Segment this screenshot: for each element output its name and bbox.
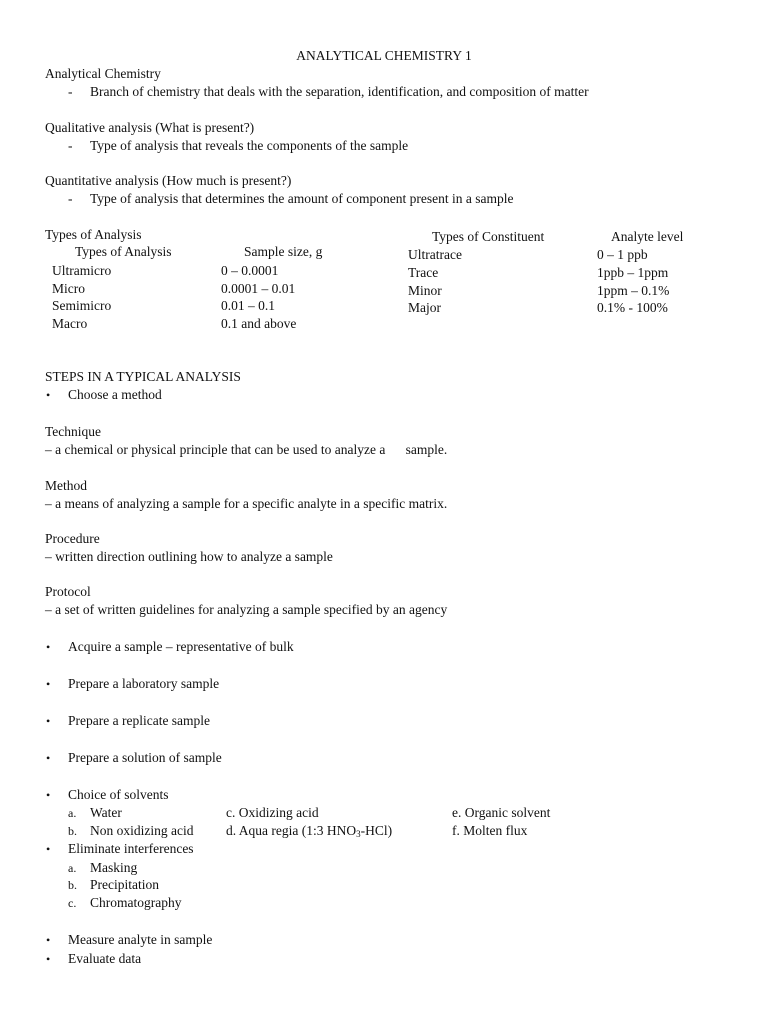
constituent-table-cell: 0 – 1 ppb [597,247,648,262]
term-protocol: Protocol [45,584,91,599]
analysis-table-cell: Micro [52,281,85,296]
dash-marker: - [68,84,73,99]
interference-chromatography: Chromatography [90,895,182,910]
constituent-table-header-type: Types of Constituent [432,229,545,244]
step-prepare-replicate: Prepare a replicate sample [68,713,211,728]
solvent-organic: e. Organic solvent [452,805,551,820]
solvent-oxidizing-acid: c. Oxidizing acid [226,805,319,820]
solvent-aqua-regia: d. Aqua regia (1:3 $HNO_3-HCl$) [226,823,393,839]
term-protocol-def: – a set of written guidelines for analyzing a sample specified by an agency [45,602,448,617]
interference-masking: Masking [90,860,138,875]
bullet-marker: • [46,788,51,802]
definition-heading-qualitative: Qualitative analysis (What is present?) [45,120,255,135]
solvent-label-a: a. [68,806,77,820]
steps-heading: STEPS IN A TYPICAL ANALYSIS [45,369,241,384]
bullet-marker: • [46,842,51,856]
solvent-label-b: b. [68,824,77,838]
analysis-table-header-size: Sample size, g [244,244,323,259]
definition-heading-quantitative: Quantitative analysis (How much is present?) [45,173,292,188]
constituent-table-cell: 0.1% - 100% [597,300,668,315]
constituent-table-cell: Minor [408,283,442,298]
bullet-marker: • [46,640,51,654]
constituent-table-cell: Ultratrace [408,247,462,262]
constituent-table-header-level: Analyte level [611,229,684,244]
bullet-marker: • [46,388,51,402]
page-title: ANALYTICAL CHEMISTRY 1 [296,48,472,63]
dash-marker: - [68,191,73,206]
analysis-table-cell: Macro [52,316,88,331]
bullet-marker: • [46,714,51,728]
term-technique: Technique [45,424,102,439]
step-eliminate-interferences: Eliminate interferences [68,841,194,856]
term-procedure: Procedure [45,531,100,546]
step-prepare-lab-sample: Prepare a laboratory sample [68,676,220,691]
analysis-table-cell: 0.1 and above [221,316,297,331]
constituent-table-cell: Major [408,300,441,315]
solvent-molten-flux: f. Molten flux [452,823,528,838]
definition-item-quantitative: Type of analysis that determines the amount of component present in a sample [90,191,514,206]
term-method-def: – a means of analyzing a sample for a specific analyte in a specific matrix. [45,496,448,511]
bullet-marker: • [46,933,51,947]
analysis-table-cell: Ultramicro [52,263,112,278]
interference-label-a: a. [68,861,77,875]
dash-marker: - [68,138,73,153]
analysis-table-cell: 0 – 0.0001 [221,263,279,278]
solvent-water: Water [90,805,122,820]
constituent-table-cell: 1ppm – 0.1% [597,283,670,298]
interference-label-b: b. [68,878,77,892]
term-technique-def: – a chemical or physical principle that can be used to analyze a sample. [45,442,448,457]
analysis-table-cell: 0.0001 – 0.01 [221,281,296,296]
bullet-marker: • [46,677,51,691]
step-prepare-solution: Prepare a solution of sample [68,750,222,765]
bullet-marker: • [46,751,51,765]
step-evaluate-data: Evaluate data [68,951,142,966]
bullet-marker: • [46,952,51,966]
analysis-table-header-type: Types of Analysis [75,244,172,259]
step-measure-analyte: Measure analyte in sample [68,932,213,947]
solvent-non-oxidizing-acid: Non oxidizing acid [90,823,194,838]
constituent-table-cell: Trace [408,265,439,280]
definition-item-analytical-chemistry: Branch of chemistry that deals with the separation, identification, and composition of matter [90,84,589,99]
interference-label-c: c. [68,896,77,910]
analysis-table-cell: 0.01 – 0.1 [221,298,275,313]
analysis-table-cell: Semimicro [52,298,112,313]
step-choose-method: Choose a method [68,387,162,402]
step-choice-of-solvents: Choice of solvents [68,787,169,802]
types-heading: Types of Analysis [45,227,142,242]
term-procedure-def: – written direction outlining how to analyze a sample [45,549,333,564]
step-acquire-sample: Acquire a sample – representative of bulk [68,639,294,654]
definition-item-qualitative: Type of analysis that reveals the components of the sample [90,138,409,153]
definition-heading-analytical-chemistry: Analytical Chemistry [45,66,161,81]
term-method: Method [45,478,87,493]
constituent-table-cell: 1ppb – 1ppm [597,265,669,280]
interference-precipitation: Precipitation [90,877,159,892]
